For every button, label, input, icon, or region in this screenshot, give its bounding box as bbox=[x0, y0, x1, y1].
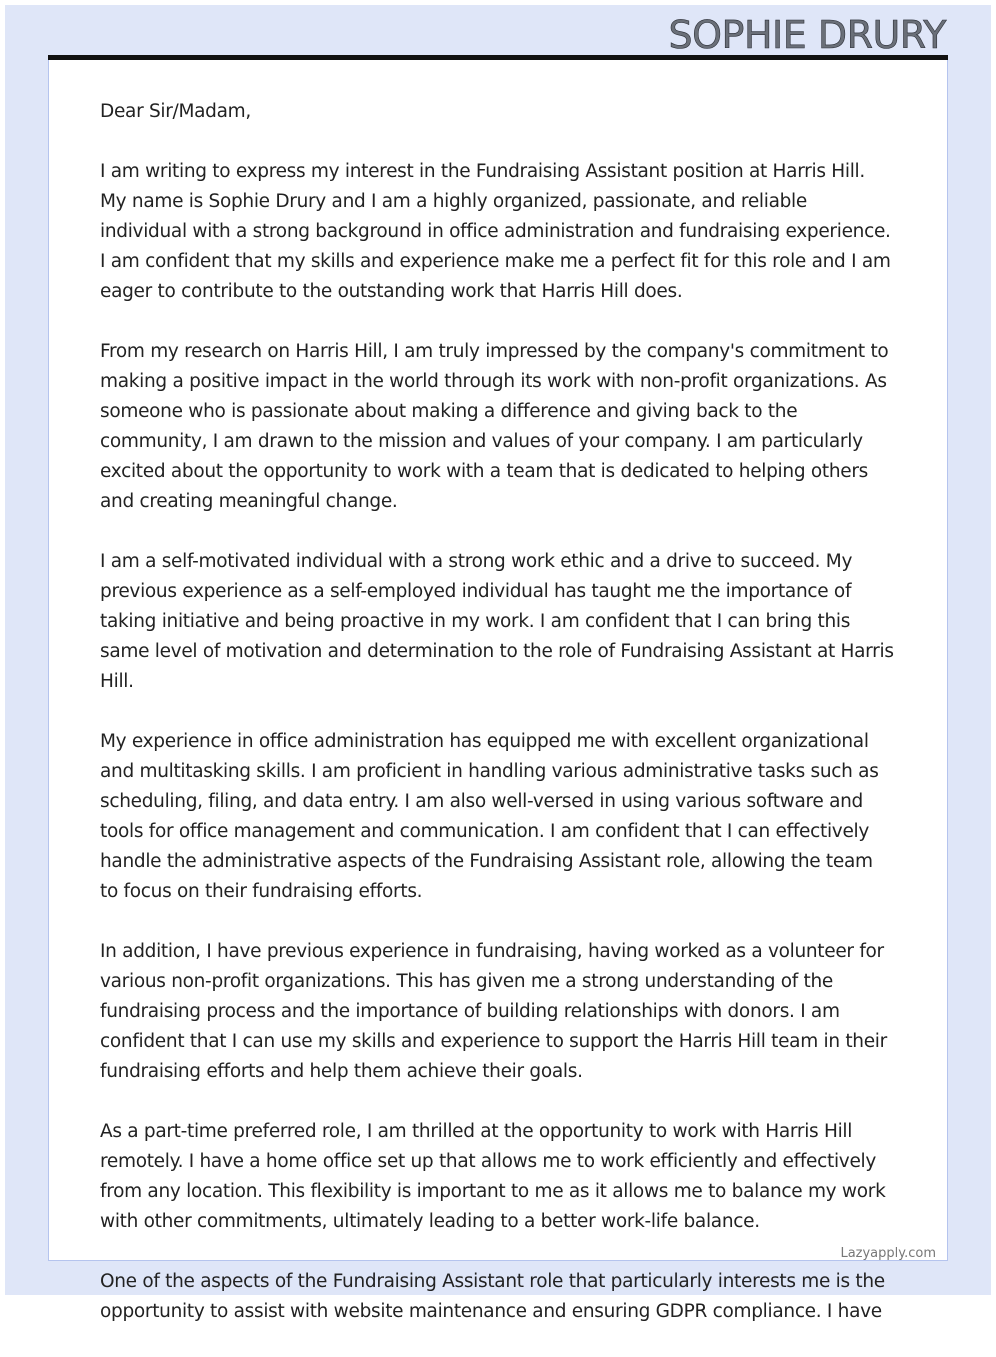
letter-paragraph: I am writing to express my interest in the Fundraising Assistant position at Harris Hill. My name is Sophie Drury and I am a highly organized, passionate, and reliable individual with a strong background in office administration and fundraising experience. I am confident that my skills and experience make me a perfect fit for this role and I am eager to contribute to the outstanding work that Harris Hill does. bbox=[100, 161, 891, 302]
letter-paragraph: One of the aspects of the Fundraising Assistant role that particularly interests me is the opportunity to assist with website maintenance and ensuring GDPR compliance. I have bbox=[100, 1271, 885, 1322]
letter-paragraph: From my research on Harris Hill, I am truly impressed by the company's commitment to making a positive impact in the world through its work with non-profit organizations. As someone who is passionate about making a difference and giving back to the community, I am drawn to the mission and values of your company. I am particularly excited about the opportunity to work with a team that is dedicated to helping others and creating meaningful change. bbox=[100, 341, 889, 512]
salutation: Dear Sir/Madam, bbox=[100, 101, 251, 122]
watermark-text: Lazyapply.com bbox=[840, 1246, 936, 1261]
letter-paragraph: I am a self-motivated individual with a strong work ethic and a drive to succeed. My previous experience as a self-employed individual has taught me the importance of taking initiative and being proactive in my work. I am confident that I can bring this same level of motivation and determination to the role of Fundraising Assistant at Harris Hill. bbox=[100, 551, 894, 692]
cover-letter-body bbox=[100, 97, 896, 1357]
letter-paragraph: In addition, I have previous experience in fundraising, having worked as a volunteer for various non-profit organizations. This has given me a strong understanding of the fundraising process and the importance of building relationships with donors. I am confident that I can use my skills and experience to support the Harris Hill team in their fundraising efforts and help them achieve their goals. bbox=[100, 941, 887, 1082]
letter-paragraph: My experience in office administration has equipped me with excellent organizational and multitasking skills. I am proficient in handling various administrative tasks such as scheduling, filing, and data entry. I am also well-versed in using various software and tools for office management and communication. I am confident that I can effectively handle the administrative aspects of the Fundraising Assistant role, allowing the team to focus on their fundraising efforts. bbox=[100, 731, 879, 902]
applicant-name: SOPHIE DRURY bbox=[668, 13, 946, 57]
letter-paragraph: As a part-time preferred role, I am thrilled at the opportunity to work with Harris Hill remotely. I have a home office set up that allows me to work efficiently and effectively from any location. This flexibility is important to me as it allows me to balance my work with other commitments, ultimately leading to a better work-life balance. bbox=[100, 1121, 886, 1232]
